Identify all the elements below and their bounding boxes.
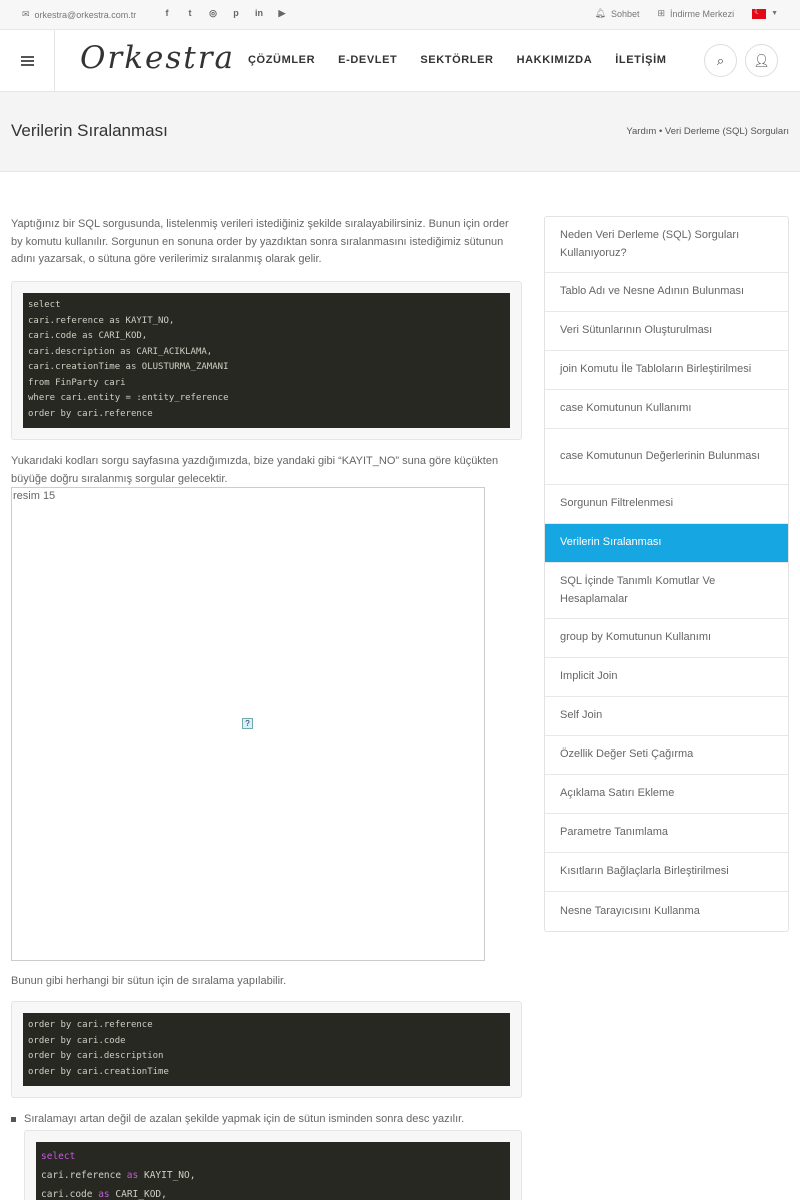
user-icon: 👤︎: [753, 52, 770, 68]
mail-icon: ✉: [22, 9, 30, 19]
sidebar-item-label: Özellik Değer Seti Çağırma: [560, 748, 694, 761]
bell-icon: 🔔︎: [594, 8, 606, 18]
sidebar-item-label: case Komutunun Kullanımı: [560, 402, 692, 415]
sidebar-item[interactable]: [545, 563, 788, 619]
pinterest-icon[interactable]: p: [233, 8, 239, 18]
search-icon: ⌕: [716, 52, 725, 68]
code-line: [41, 1166, 505, 1185]
sidebar-item-label: Nesne Tarayıcısını Kullanma: [560, 904, 700, 917]
sidebar-item[interactable]: [545, 658, 788, 697]
page-title-bar: [0, 92, 800, 172]
email-text: orkestra@orkestra.com.tr: [34, 9, 137, 20]
broken-image-icon: ?: [242, 718, 253, 729]
code-line: cari.creationTime as OLUSTURMA_ZAMANI: [28, 362, 229, 372]
youtube-icon[interactable]: ▶: [278, 8, 286, 18]
twitter-icon[interactable]: t: [188, 8, 192, 18]
code-line: order by cari.code: [28, 1035, 126, 1046]
sidebar-item-label: Veri Sütunlarının Oluşturulması: [560, 324, 713, 337]
article-content: [11, 216, 521, 269]
sidebar-item[interactable]: [545, 892, 788, 931]
code-block-2: [11, 1001, 522, 1098]
code-listing-1: [23, 293, 510, 428]
language-selector[interactable]: [752, 9, 778, 19]
facebook-icon[interactable]: f: [165, 8, 169, 18]
code-line: [41, 1147, 505, 1166]
sidebar-item[interactable]: [545, 351, 788, 390]
sidebar-item[interactable]: [545, 312, 788, 351]
main-nav: [248, 54, 667, 66]
nav-item-iletisim[interactable]: İLETİŞİM: [615, 54, 667, 66]
nav-item-e-devlet[interactable]: E-DEVLET: [338, 54, 398, 66]
download-label: İndirme Merkezi: [670, 8, 735, 19]
image-alt-text: resim 15: [13, 490, 56, 502]
sidebar-item-label: Parametre Tanımlama: [560, 826, 669, 839]
turkey-flag-icon: [752, 9, 766, 19]
code-line: select: [28, 300, 61, 310]
sidebar-item-label: Self Join: [560, 709, 603, 722]
sidebar-item[interactable]: [545, 736, 788, 775]
breadcrumb-home[interactable]: Yardım: [626, 126, 657, 137]
download-icon: ⊞: [657, 8, 666, 18]
sidebar-item-label: Sorgunun Filtrelenmesi: [560, 497, 674, 510]
sidebar-item-label: Verilerin Sıralanması: [560, 536, 662, 549]
code-token: KAYIT_NO,: [138, 1170, 196, 1181]
code-block-1: [11, 281, 522, 440]
account-button[interactable]: [745, 44, 778, 77]
nav-item-cozumler[interactable]: ÇÖZÜMLER: [248, 54, 316, 66]
code-listing-3: [36, 1142, 510, 1200]
code-line: order by cari.description: [28, 1051, 164, 1061]
sidebar-item[interactable]: [545, 485, 788, 524]
code-line: where cari.entity = :entity_reference: [28, 393, 229, 403]
sidebar-item[interactable]: [545, 697, 788, 736]
hamburger-icon: [21, 56, 34, 66]
logo[interactable]: Orkestra: [80, 40, 236, 76]
sidebar-item[interactable]: [545, 619, 788, 658]
menu-button[interactable]: [0, 30, 55, 91]
help-topics-sidebar: [544, 216, 789, 932]
code-line: cari.code as CARI_KOD,: [28, 331, 148, 341]
code-keyword: as: [98, 1189, 110, 1200]
code-line: from FinParty cari: [28, 377, 126, 388]
sidebar-item[interactable]: [545, 775, 788, 814]
linkedin-icon[interactable]: in: [255, 8, 263, 18]
code-line: order by cari.creationTime: [28, 1066, 169, 1077]
sidebar-item-label: Neden Veri Derleme (SQL) Sorguları Kullanıyoruz?: [560, 229, 740, 259]
sidebar-item[interactable]: [545, 853, 788, 892]
chat-link[interactable]: [595, 8, 640, 19]
chat-label: Sohbet: [610, 8, 640, 19]
sidebar-item[interactable]: [545, 814, 788, 853]
sidebar-item-label: Açıklama Satırı Ekleme: [560, 787, 675, 800]
result-image: [11, 487, 485, 961]
code-block-3: [24, 1130, 522, 1200]
desc-bullet-text: Sıralamayı artan değil de azalan şekilde yapmak için de sütun isminden sonra desc yazılır.: [24, 1113, 465, 1125]
code-token: cari.code: [41, 1189, 99, 1200]
sidebar-item-label: Kısıtların Bağlaçlarla Birleştirilmesi: [560, 865, 729, 878]
social-links: [162, 8, 287, 19]
email-link[interactable]: [22, 9, 136, 20]
breadcrumb-current[interactable]: Veri Derleme (SQL) Sorguları: [664, 126, 789, 137]
sidebar-item-label: case Komutunun Değerlerinin Bulunması: [560, 449, 760, 462]
nav-item-sektorler[interactable]: SEKTÖRLER: [420, 54, 494, 66]
breadcrumb-separator: •: [658, 126, 663, 137]
code-keyword: as: [126, 1170, 139, 1181]
code-token: cari.reference: [41, 1170, 127, 1181]
intro-paragraph: Yaptığınız bir SQL sorgusunda, listelenmiş verileri istediğiniz şekilde sıralayabilirsiniz. Bunun için order by komutu kullanılır. Sorgunun en sonuna order by yazdıktan sonra sıralanmasını istediğimiz sütunun adını yazarsak, o sütuna göre verilerimiz sıralanmış olarak gelir.: [11, 218, 509, 265]
sidebar-item-label: join Komutu İle Tabloların Birleştirilmesi: [560, 363, 752, 376]
sidebar-item[interactable]: [545, 217, 788, 273]
code-line: order by cari.reference: [28, 408, 153, 419]
instagram-icon[interactable]: ◎: [209, 8, 217, 18]
nav-item-hakkimizda[interactable]: HAKKIMIZDA: [516, 54, 593, 66]
result-paragraph: Yukarıdaki kodları sorgu sayfasına yazdığımızda, bize yandaki gibi “KAYIT_NO” suna göre küçükten büyüğe doğru sıralanmış sorgular gelecektir.: [11, 455, 499, 485]
sidebar-item[interactable]: [545, 429, 788, 485]
download-center-link[interactable]: [658, 8, 735, 19]
code-listing-2: [23, 1013, 510, 1086]
code-line: order by cari.reference: [28, 1020, 153, 1030]
chevron-down-icon: ▼: [771, 10, 778, 17]
top-bar: [0, 0, 800, 30]
sidebar-item[interactable]: [545, 390, 788, 429]
main-header: [0, 30, 800, 92]
sidebar-item-label: SQL İçinde Tanımlı Komutlar Ve Hesaplamalar: [560, 575, 716, 605]
bullet-marker-icon: [11, 1117, 16, 1122]
sidebar-item-label: Tablo Adı ve Nesne Adının Bulunması: [560, 285, 745, 298]
sidebar-item[interactable]: [545, 524, 788, 563]
sidebar-item[interactable]: [545, 273, 788, 312]
code-line: cari.reference as KAYIT_NO,: [28, 315, 175, 326]
breadcrumb: [626, 126, 789, 137]
page-title: Verilerin Sıralanması: [11, 121, 168, 140]
sidebar-item-label: group by Komutunun Kullanımı: [560, 631, 712, 644]
code-line: [41, 1185, 505, 1200]
code-keyword: select: [41, 1151, 76, 1162]
sidebar-item-label: Implicit Join: [560, 670, 618, 683]
desc-bullet: [11, 1113, 464, 1125]
code-line: cari.description as CARI_ACIKLAMA,: [28, 346, 213, 357]
code-token: CARI_KOD,: [109, 1189, 167, 1200]
any-column-paragraph: Bunun gibi herhangi bir sütun için de sıralama yapılabilir.: [11, 975, 287, 987]
search-button[interactable]: [704, 44, 737, 77]
